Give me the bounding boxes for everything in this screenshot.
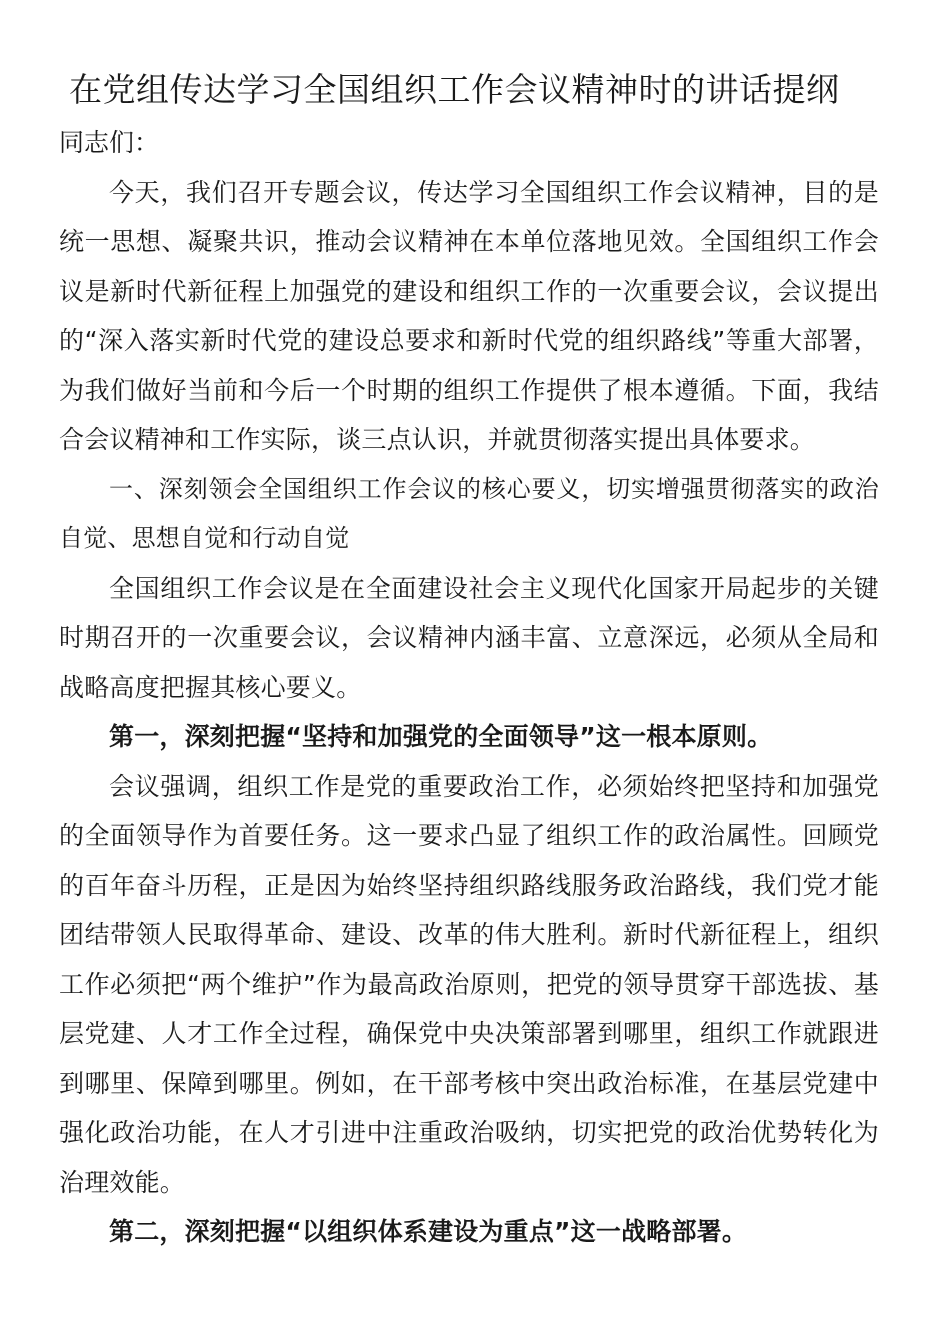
document-page (59, 66, 879, 1257)
section-heading-1: 一、深刻领会全国组织工作会议的核心要义，切实增强贯彻落实的政治自觉、思想自觉和行动自觉 (59, 474, 879, 552)
sub-heading-1-body: 会议强调，组织工作是党的重要政治工作，必须始终把坚持和加强党的全面领导作为首要任务。这一要求凸显了组织工作的政治属性。回顾党的百年奋斗历程，正是因为始终坚持组织路线服务政治路线，我们党才能团结带领人民取得革命、建设、改革的伟大胜利。新时代新征程上，组织工作必须把“两个维护”作为最高政治原则，把党的领导贯穿干部选拔、基层党建、人才工作全过程，确保党中央决策部署到哪里，组织工作就跟进到哪里、保障到哪里。例如，在干部考核中突出政治标准，在基层党建中强化政治功能，在人才引进中注重政治吸纳，切实把党的政治优势转化为治理效能。 (59, 771, 879, 1197)
salutation: 同志们： (59, 128, 160, 157)
sub-heading-2: 第二，深刻把握“以组织体系建设为重点”这一战略部署。 (109, 1217, 748, 1246)
sub-heading-1: 第一，深刻把握“坚持和加强党的全面领导”这一根本原则。 (109, 722, 773, 751)
document-title: 在党组传达学习全国组织工作会议精神时的讲话提纲 (69, 70, 840, 109)
intro-paragraph: 今天，我们召开专题会议，传达学习全国组织工作会议精神，目的是统一思想、凝聚共识，推动会议精神在本单位落地见效。全国组织工作会议是新时代新征程上加强党的建设和组织工作的一次重要会议，会议提出的“深入落实新时代党的建设总要求和新时代党的组织路线”等重大部署，为我们做好当前和今后一个时期的组织工作提供了根本遵循。下面，我结合会议精神和工作实际，谈三点认识，并就贯彻落实提出具体要求。 (59, 177, 879, 454)
section-1-intro-paragraph: 全国组织工作会议是在全面建设社会主义现代化国家开局起步的关键时期召开的一次重要会议，会议精神内涵丰富、立意深远，必须从全局和战略高度把握其核心要义。 (59, 573, 879, 702)
